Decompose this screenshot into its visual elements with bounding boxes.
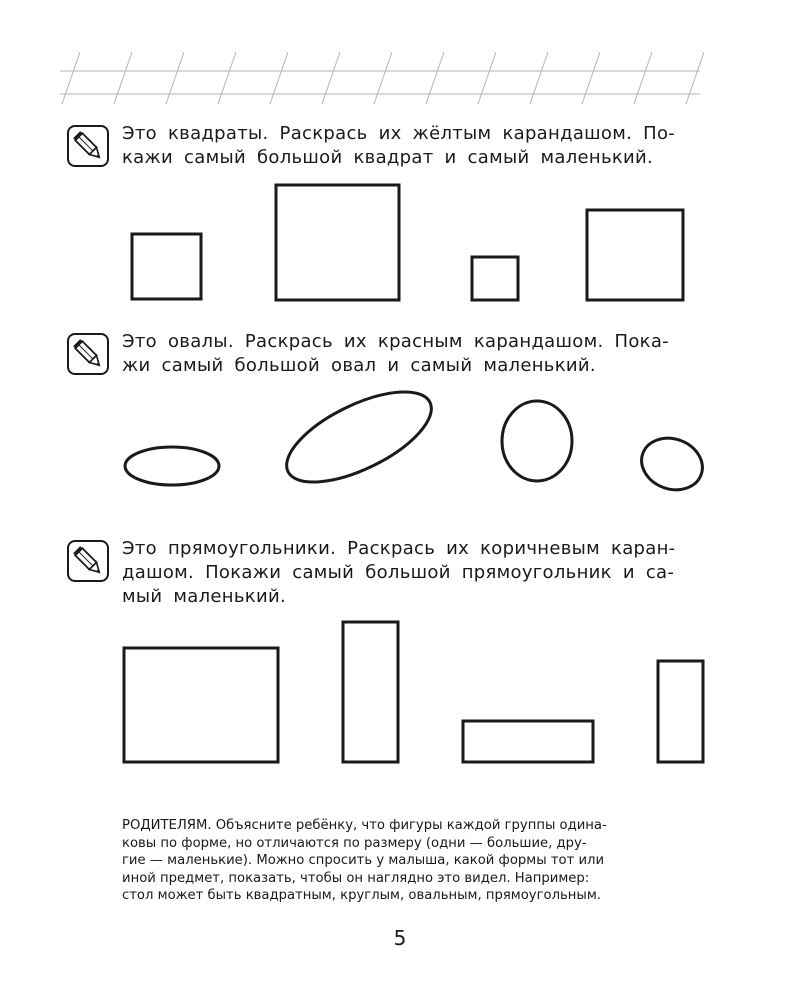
task-line: жи самый большой овал и самый маленький. — [122, 355, 596, 376]
task-line: Это овалы. Раскрась их красным карандашом. Пока- — [122, 331, 669, 352]
parents-note-line: ковы по форме, но отличаются по размеру (одни — большие, дру- — [122, 835, 587, 851]
pencil-icon — [68, 334, 108, 374]
guide-slant-line — [322, 52, 340, 104]
oval-largest[interactable] — [274, 374, 444, 501]
task-line: мый маленький. — [122, 586, 286, 607]
square-medium[interactable] — [132, 234, 201, 299]
task-line: Это квадраты. Раскрась их жёлтым карандашом. По- — [122, 123, 676, 144]
task-line: Это прямоугольники. Раскрась их коричневым каран- — [122, 538, 676, 559]
square-largest[interactable] — [276, 185, 399, 300]
parents-note-line: стол может быть квадратным, круглым, овальным, прямоугольным. — [122, 888, 601, 904]
guide-slant-line — [634, 52, 652, 104]
parents-note-line: РОДИТЕЛЯМ. Объясните ребёнку, что фигуры каждой группы одина- — [122, 818, 607, 833]
guide-slant-line — [686, 52, 704, 104]
guide-slant-line — [478, 52, 496, 104]
square-large[interactable] — [587, 210, 683, 300]
guide-slant-line — [582, 52, 600, 104]
rectangle-largest[interactable] — [124, 648, 278, 762]
task-line: кажи самый большой квадрат и самый маленький. — [122, 147, 654, 168]
rectangle-wide[interactable] — [463, 721, 593, 762]
parents-note — [122, 817, 712, 905]
guide-slant-line — [114, 52, 132, 104]
guide-slant-line — [374, 52, 392, 104]
guide-slant-line — [270, 52, 288, 104]
pencil-icon — [68, 126, 108, 166]
guide-slant-line — [218, 52, 236, 104]
oval-flat[interactable] — [125, 447, 219, 485]
page-number: 5 — [393, 926, 407, 950]
parents-note-line: гие — маленькие). Можно спросить у малыша, какой формы тот или — [122, 853, 605, 869]
parents-note-line: иной предмет, показать, чтобы он наглядно это видел. Например: — [122, 870, 590, 886]
task-rectangles-text — [122, 537, 702, 609]
handwriting-guide-lines — [60, 52, 704, 104]
oval-upright[interactable] — [502, 401, 572, 481]
guide-slant-line — [166, 52, 184, 104]
square-smallest[interactable] — [472, 257, 518, 300]
rectangle-smallest[interactable] — [658, 661, 703, 762]
rectangle-tall[interactable] — [343, 622, 398, 762]
guide-slant-line — [530, 52, 548, 104]
guide-slant-line — [62, 52, 80, 104]
task-ovals-text — [122, 330, 702, 378]
pencil-icon — [68, 541, 108, 581]
guide-slant-line — [426, 52, 444, 104]
task-line: дашом. Покажи самый большой прямоугольник и са- — [122, 562, 675, 583]
oval-smallest[interactable] — [634, 430, 709, 498]
squares-group — [132, 185, 683, 300]
ovals-group — [125, 374, 710, 501]
rectangles-group — [124, 622, 703, 762]
task-squares-text — [122, 122, 702, 170]
